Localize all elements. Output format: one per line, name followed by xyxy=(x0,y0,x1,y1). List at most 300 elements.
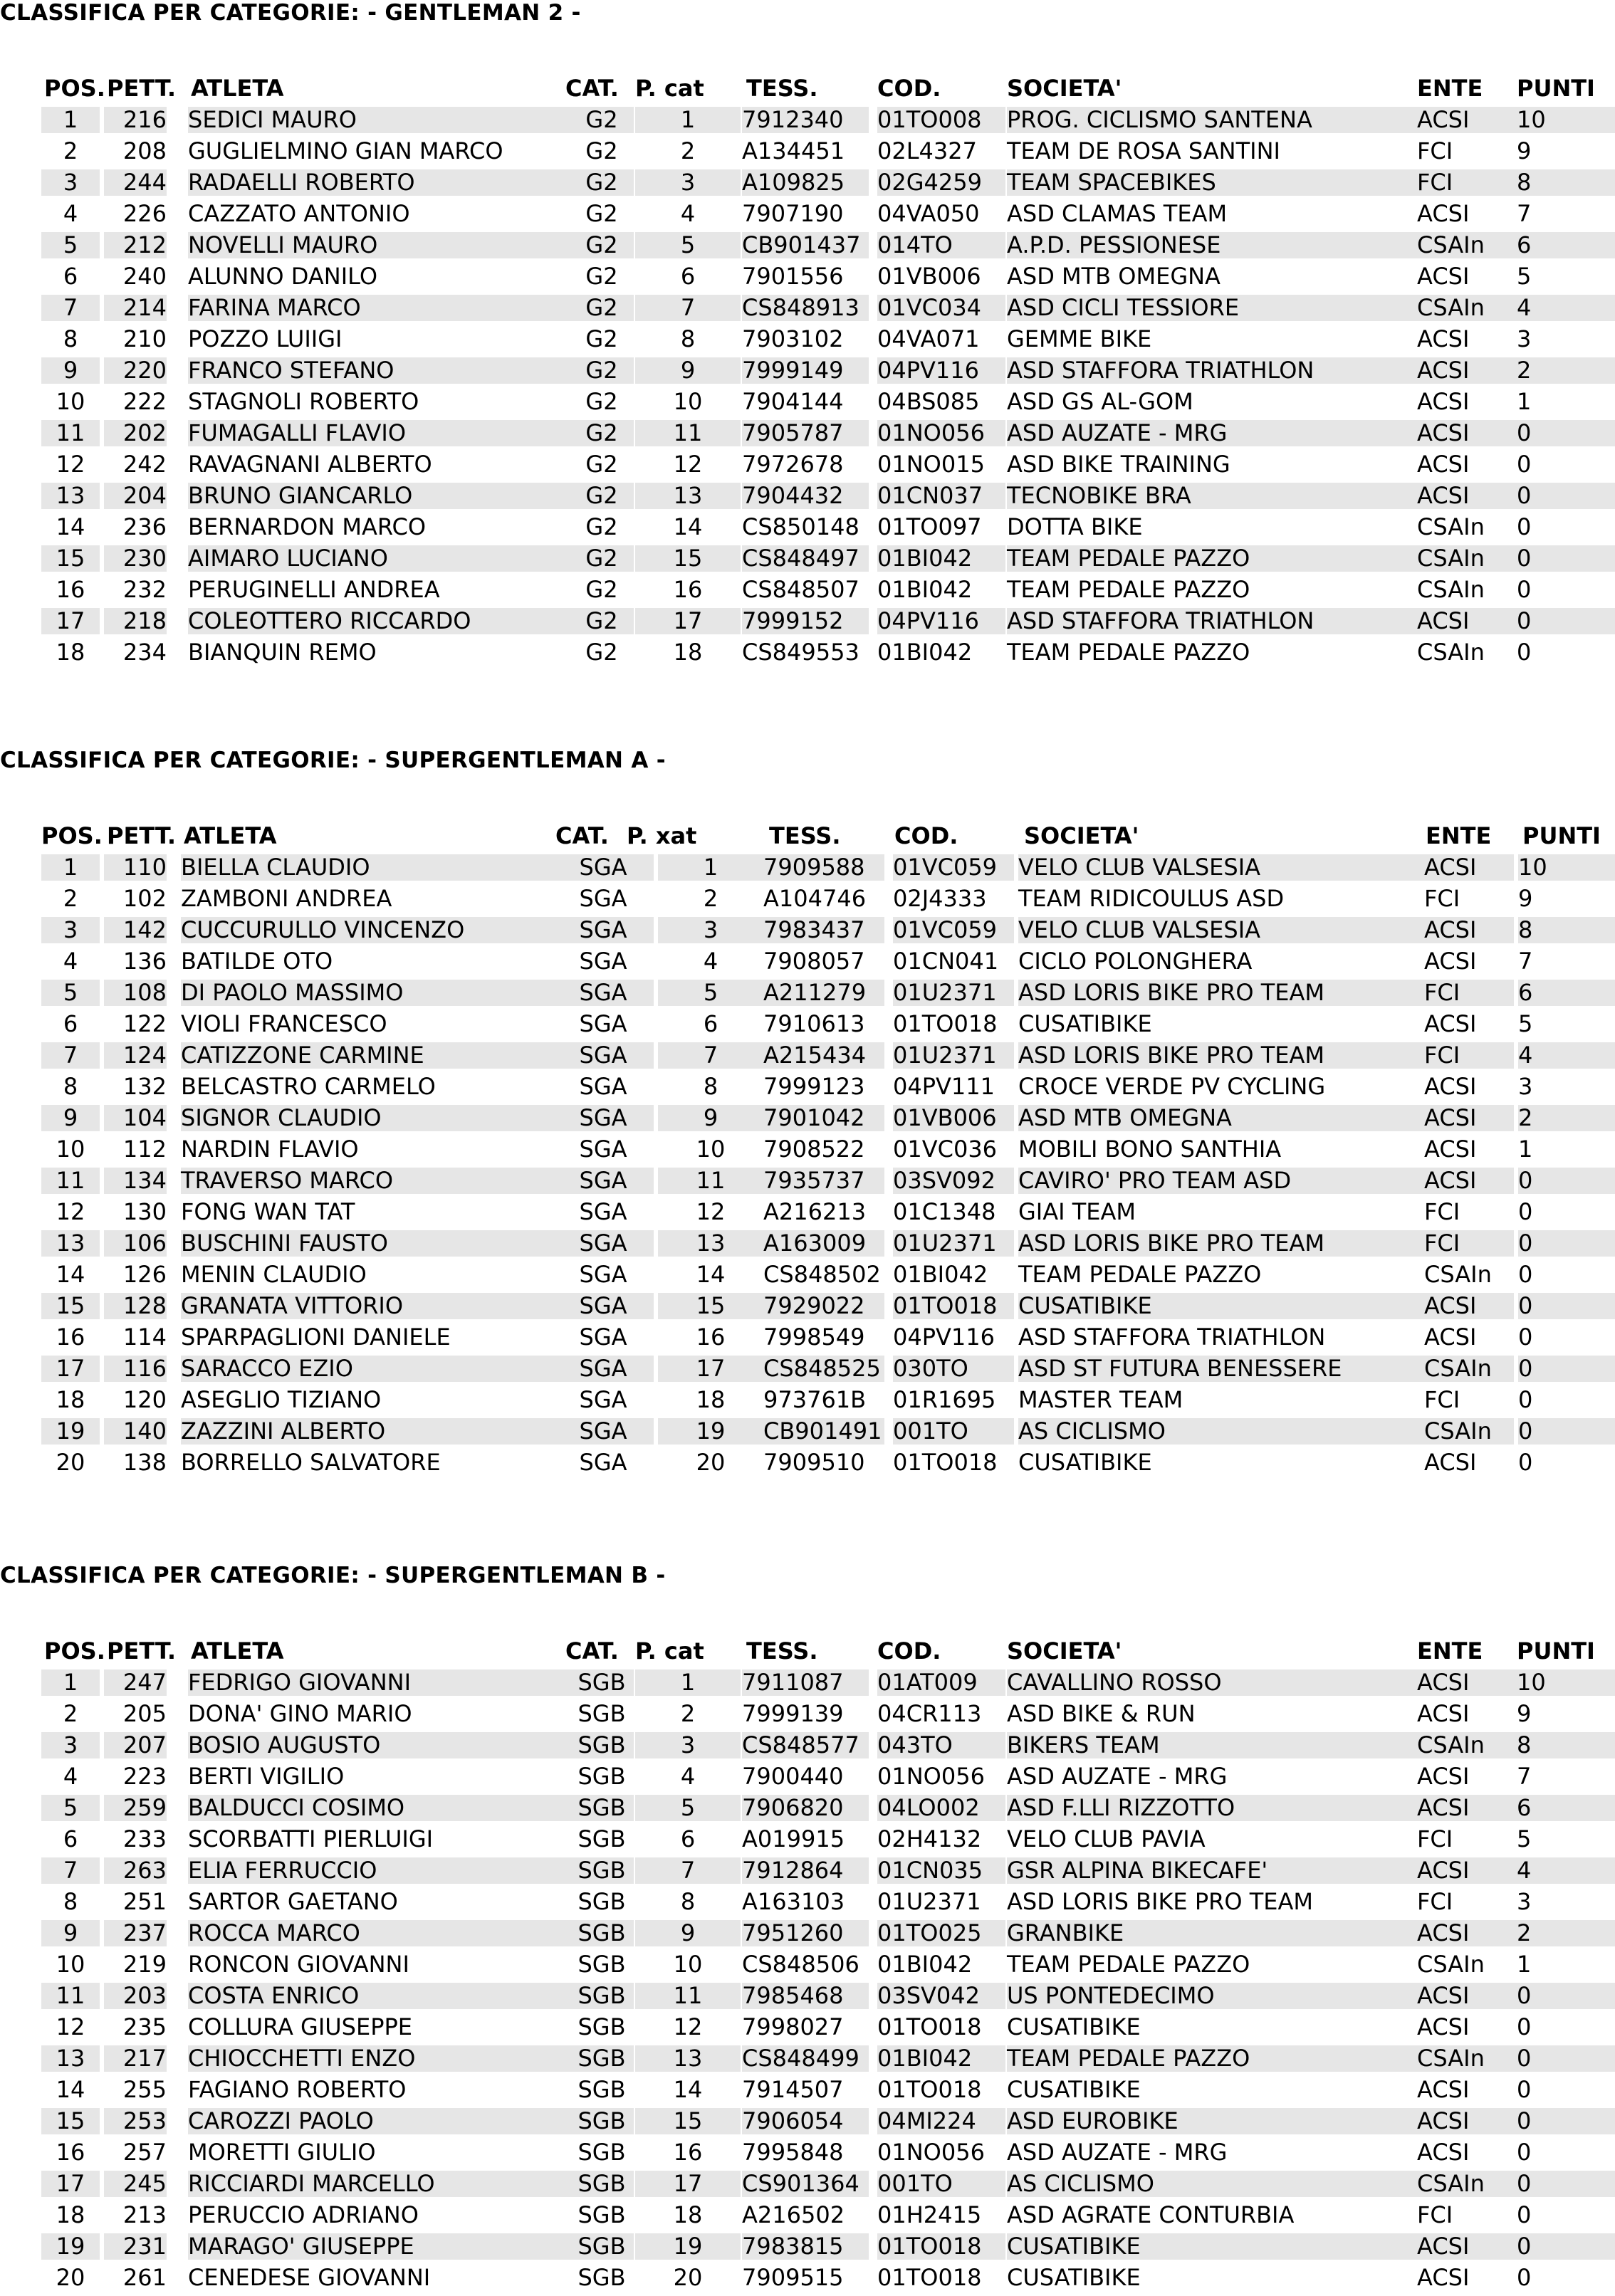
cell-pos: 20 xyxy=(56,2264,85,2291)
cell-ente: ACSI xyxy=(1424,1323,1477,1351)
header-cat: CAT. xyxy=(565,1637,619,1665)
cell-societa: ASD LORIS BIKE PRO TEAM xyxy=(1018,1230,1446,1257)
header-pcat: P. xat xyxy=(627,822,697,849)
cell-pcat: 11 xyxy=(635,1983,741,2009)
cell-societa: CAVIRO' PRO TEAM ASD xyxy=(1018,1168,1446,1194)
cell-punti: 0 xyxy=(1517,2045,1615,2072)
cell-ente: ACSI xyxy=(1417,200,1470,227)
section-title: CLASSIFICA PER CATEGORIE: - SUPERGENTLEMAN B - xyxy=(0,1563,666,1588)
cell-cat: G2 xyxy=(570,545,634,572)
cell-cod: 04PV116 xyxy=(877,608,1005,634)
cell-pett: 242 xyxy=(122,451,167,478)
cell-ente: ACSI xyxy=(1417,357,1517,384)
table-row xyxy=(41,1262,1615,1293)
cell-atleta: BALDUCCI COSIMO xyxy=(188,1795,601,1821)
cell-ente: ACSI xyxy=(1417,2233,1517,2260)
cell-pett: 120 xyxy=(122,1386,167,1413)
cell-tess: 7929022 xyxy=(763,1293,884,1319)
cell-tess: A216213 xyxy=(763,1198,867,1225)
cell-pett: 220 xyxy=(104,357,167,384)
cell-cod: 04VA071 xyxy=(877,325,980,352)
cell-pcat: 18 xyxy=(673,2201,703,2228)
header-ente: ENTE xyxy=(1426,822,1492,849)
cell-societa: CUSATIBIKE xyxy=(1007,2013,1141,2040)
cell-societa: ASD AUZATE - MRG xyxy=(1007,1763,1228,1790)
cell-punti: 1 xyxy=(1517,1951,1532,1978)
cell-pcat: 10 xyxy=(673,1951,703,1978)
cell-cod: 04CR113 xyxy=(877,1700,982,1727)
cell-atleta: RADAELLI ROBERTO xyxy=(188,169,601,196)
cell-cod: 043TO xyxy=(877,1732,1005,1758)
cell-cod: 01VB006 xyxy=(877,263,981,290)
cell-ente: CSAIn xyxy=(1417,1951,1485,1978)
cell-cat: G2 xyxy=(570,483,634,509)
cell-cod: 04VA050 xyxy=(877,200,980,227)
cell-atleta: FAGIANO ROBERTO xyxy=(188,2076,407,2103)
table-row xyxy=(41,1418,1615,1450)
cell-societa: VELO CLUB VALSESIA xyxy=(1018,917,1446,943)
table-row xyxy=(41,577,1615,608)
table-row xyxy=(41,2108,1615,2139)
table-row xyxy=(41,1387,1615,1418)
cell-cat: SGB xyxy=(570,2171,634,2197)
cell-atleta: COSTA ENRICO xyxy=(188,1983,601,2009)
cell-punti: 2 xyxy=(1517,357,1615,384)
cell-pett: 232 xyxy=(122,576,167,603)
cell-societa: CUSATIBIKE xyxy=(1007,2264,1141,2291)
cell-cat: SGB xyxy=(577,2264,626,2291)
cell-pcat: 16 xyxy=(696,1323,726,1351)
header-cod: COD. xyxy=(894,822,958,849)
cell-ente: ACSI xyxy=(1417,325,1470,352)
cell-atleta: SCORBATTI PIERLUIGI xyxy=(188,1825,434,1852)
cell-tess: 7908522 xyxy=(763,1136,865,1163)
cell-pcat: 7 xyxy=(635,1857,741,1884)
cell-pett: 108 xyxy=(104,980,167,1006)
cell-pcat: 4 xyxy=(680,200,696,227)
cell-ente: ACSI xyxy=(1424,1136,1477,1163)
cell-societa: GEMME BIKE xyxy=(1007,325,1152,352)
cell-pos: 8 xyxy=(63,325,78,352)
cell-cat: SGA xyxy=(579,885,627,912)
cell-atleta: SIGNOR CLAUDIO xyxy=(181,1105,573,1131)
cell-punti: 0 xyxy=(1517,1983,1615,2009)
table-row xyxy=(41,948,1615,980)
cell-atleta: BATILDE OTO xyxy=(181,948,333,975)
cell-tess: CS848506 xyxy=(742,1951,859,1978)
cell-pett: 230 xyxy=(104,545,167,572)
cell-tess: 7999149 xyxy=(742,357,869,384)
section-title: CLASSIFICA PER CATEGORIE: - SUPERGENTLEMAN A - xyxy=(0,748,666,773)
cell-societa: ASD STAFFORA TRIATHLON xyxy=(1018,1323,1326,1351)
cell-pos: 15 xyxy=(41,2108,100,2134)
header-pos: POS. xyxy=(41,822,103,849)
cell-cod: 04BS085 xyxy=(877,388,980,415)
cell-atleta: BERNARDON MARCO xyxy=(188,513,427,540)
cell-pos: 16 xyxy=(56,2139,85,2166)
cell-societa: ASD AUZATE - MRG xyxy=(1007,420,1448,446)
cell-pett: 216 xyxy=(104,107,167,133)
cell-punti: 9 xyxy=(1517,1700,1532,1727)
cell-cod: 02L4327 xyxy=(877,137,977,164)
cell-pett: 114 xyxy=(122,1323,167,1351)
cell-tess: 7995848 xyxy=(742,2139,844,2166)
table-row xyxy=(41,389,1615,420)
cell-cat: SGB xyxy=(570,1669,634,1696)
cell-pett: 244 xyxy=(104,169,167,196)
cell-punti: 0 xyxy=(1517,2171,1615,2197)
cell-cod: 01NO056 xyxy=(877,420,1005,446)
cell-pett: 138 xyxy=(122,1449,167,1476)
cell-cod: 01TO097 xyxy=(877,513,982,540)
cell-punti: 0 xyxy=(1518,1449,1533,1476)
cell-punti: 0 xyxy=(1517,2264,1532,2291)
cell-punti: 8 xyxy=(1518,917,1615,943)
cell-tess: 7911087 xyxy=(742,1669,869,1696)
cell-societa: DOTTA BIKE xyxy=(1007,513,1143,540)
cell-tess: CS901364 xyxy=(742,2171,869,2197)
cell-atleta: VIOLI FRANCESCO xyxy=(181,1010,387,1037)
table-row xyxy=(41,295,1615,326)
cell-atleta: FUMAGALLI FLAVIO xyxy=(188,420,601,446)
cell-ente: ACSI xyxy=(1424,948,1477,975)
cell-tess: 973761B xyxy=(763,1386,867,1413)
cell-pcat: 18 xyxy=(673,639,703,666)
table-row xyxy=(41,1168,1615,1199)
cell-societa: A.P.D. PESSIONESE xyxy=(1007,232,1448,258)
cell-pcat: 16 xyxy=(673,2139,703,2166)
cell-cod: 01TO018 xyxy=(893,1010,998,1037)
cell-ente: ACSI xyxy=(1417,2139,1470,2166)
cell-ente: ACSI xyxy=(1424,854,1514,881)
cell-pos: 5 xyxy=(41,980,100,1006)
cell-pcat: 2 xyxy=(703,885,718,912)
cell-cat: G2 xyxy=(585,200,618,227)
header-cat: CAT. xyxy=(555,822,609,849)
table-row xyxy=(41,201,1615,232)
cell-pos: 10 xyxy=(56,1136,85,1163)
cell-atleta: SARACCO EZIO xyxy=(181,1356,573,1382)
cell-pett: 110 xyxy=(104,854,167,881)
cell-pcat: 2 xyxy=(680,137,696,164)
cell-ente: ACSI xyxy=(1417,263,1470,290)
header-punti: PUNTI xyxy=(1517,1637,1595,1665)
cell-ente: ACSI xyxy=(1417,2076,1470,2103)
cell-ente: ACSI xyxy=(1417,1920,1517,1946)
cell-atleta: FARINA MARCO xyxy=(188,295,601,321)
cell-ente: FCI xyxy=(1417,2201,1453,2228)
cell-cat: SGB xyxy=(570,1920,634,1946)
cell-atleta: FEDRIGO GIOVANNI xyxy=(188,1669,601,1696)
cell-societa: ASD CICLI TESSIORE xyxy=(1007,295,1448,321)
cell-pos: 3 xyxy=(41,917,100,943)
cell-pos: 12 xyxy=(56,2013,85,2040)
cell-pos: 8 xyxy=(63,1073,78,1100)
cell-cat: G2 xyxy=(585,263,618,290)
cell-cat: G2 xyxy=(570,107,634,133)
cell-ente: CSAIn xyxy=(1417,576,1485,603)
cell-tess: 7908057 xyxy=(763,948,865,975)
cell-pcat: 13 xyxy=(635,2045,741,2072)
cell-tess: CS848913 xyxy=(742,295,869,321)
cell-ente: ACSI xyxy=(1424,1105,1514,1131)
cell-pos: 15 xyxy=(41,545,100,572)
cell-societa: ASD AUZATE - MRG xyxy=(1007,2139,1228,2166)
cell-pett: 235 xyxy=(122,2013,167,2040)
table-row xyxy=(41,2171,1615,2202)
cell-atleta: ZAMBONI ANDREA xyxy=(181,885,392,912)
cell-societa: ASD ST FUTURA BENESSERE xyxy=(1018,1356,1446,1382)
cell-tess: 7901556 xyxy=(742,263,844,290)
cell-societa: AS CICLISMO xyxy=(1007,2171,1448,2197)
cell-cat: SGA xyxy=(579,1073,627,1100)
cell-pos: 3 xyxy=(41,1732,100,1758)
cell-atleta: BOSIO AUGUSTO xyxy=(188,1732,601,1758)
cell-pos: 4 xyxy=(63,200,78,227)
cell-pett: 134 xyxy=(104,1168,167,1194)
cell-punti: 0 xyxy=(1517,639,1532,666)
cell-cod: 001TO xyxy=(893,1418,1014,1445)
cell-punti: 10 xyxy=(1517,107,1615,133)
cell-punti: 0 xyxy=(1518,1356,1615,1382)
cell-cod: 02H4132 xyxy=(877,1825,982,1852)
table-row xyxy=(41,1042,1615,1074)
header-atleta: ATLETA xyxy=(191,1637,284,1665)
cell-ente: ACSI xyxy=(1417,608,1517,634)
cell-pett: 214 xyxy=(104,295,167,321)
cell-pos: 5 xyxy=(41,232,100,258)
cell-atleta: ROCCA MARCO xyxy=(188,1920,601,1946)
cell-cod: 01VB006 xyxy=(893,1105,1014,1131)
cell-cat: SGA xyxy=(579,1323,627,1351)
cell-cat: G2 xyxy=(570,295,634,321)
cell-cat: SGA xyxy=(579,1261,627,1288)
header-punti: PUNTI xyxy=(1517,75,1595,102)
cell-tess: CS848502 xyxy=(763,1261,881,1288)
cell-tess: 7901042 xyxy=(763,1105,884,1131)
cell-cat: G2 xyxy=(570,232,634,258)
cell-pcat: 20 xyxy=(696,1449,726,1476)
header-pcat: P. cat xyxy=(635,1637,704,1665)
cell-cod: 01C1348 xyxy=(893,1198,996,1225)
cell-pett: 222 xyxy=(122,388,167,415)
cell-ente: ACSI xyxy=(1417,1857,1517,1884)
table-row xyxy=(41,1450,1615,1481)
cell-tess: CS848525 xyxy=(763,1356,884,1382)
cell-pett: 261 xyxy=(122,2264,167,2291)
cell-atleta: BIANQUIN REMO xyxy=(188,639,377,666)
cell-societa: TEAM PEDALE PAZZO xyxy=(1007,2045,1448,2072)
cell-punti: 7 xyxy=(1517,1763,1532,1790)
cell-tess: 7909588 xyxy=(763,854,884,881)
cell-pos: 6 xyxy=(63,1825,78,1852)
table-row xyxy=(41,2202,1615,2233)
cell-pcat: 3 xyxy=(635,1732,741,1758)
cell-pcat: 6 xyxy=(680,1825,696,1852)
cell-cat: G2 xyxy=(585,451,618,478)
table-row xyxy=(41,545,1615,577)
header-cod: COD. xyxy=(877,1637,941,1665)
cell-societa: MASTER TEAM xyxy=(1018,1386,1183,1413)
cell-punti: 0 xyxy=(1517,2108,1615,2134)
cell-cat: SGB xyxy=(577,1700,626,1727)
cell-pos: 18 xyxy=(56,2201,85,2228)
cell-pett: 130 xyxy=(122,1198,167,1225)
cell-societa: CUSATIBIKE xyxy=(1018,1010,1152,1037)
cell-pcat: 1 xyxy=(635,107,741,133)
cell-cod: 01CN041 xyxy=(893,948,999,975)
cell-pcat: 5 xyxy=(658,980,763,1006)
results-table xyxy=(41,823,1615,1481)
cell-cat: SGA xyxy=(553,1168,654,1194)
cell-pett: 257 xyxy=(122,2139,167,2166)
table-row xyxy=(41,1669,1615,1701)
cell-atleta: STAGNOLI ROBERTO xyxy=(188,388,419,415)
cell-pett: 263 xyxy=(104,1857,167,1884)
header-societa: SOCIETA' xyxy=(1007,75,1122,102)
cell-cat: SGB xyxy=(570,1983,634,2009)
cell-cod: 01BI042 xyxy=(893,1261,988,1288)
cell-pett: 259 xyxy=(104,1795,167,1821)
table-row xyxy=(41,514,1615,545)
cell-pett: 122 xyxy=(122,1010,167,1037)
cell-pett: 251 xyxy=(122,1888,167,1915)
cell-cod: 01AT009 xyxy=(877,1669,1005,1696)
cell-pos: 17 xyxy=(41,1356,100,1382)
table-row xyxy=(41,1136,1615,1168)
header-ente: ENTE xyxy=(1417,75,1483,102)
cell-atleta: CENEDESE GIOVANNI xyxy=(188,2264,431,2291)
cell-tess: 7905787 xyxy=(742,420,869,446)
cell-punti: 3 xyxy=(1518,1073,1533,1100)
cell-cat: SGB xyxy=(577,2139,626,2166)
cell-punti: 9 xyxy=(1518,885,1533,912)
cell-societa: TEAM RIDICOULUS ASD xyxy=(1018,885,1285,912)
cell-cod: 03SV042 xyxy=(877,1983,1005,2009)
cell-cat: G2 xyxy=(585,639,618,666)
table-row xyxy=(41,1701,1615,1732)
cell-societa: CUSATIBIKE xyxy=(1018,1449,1152,1476)
cell-societa: TEAM SPACEBIKES xyxy=(1007,169,1448,196)
cell-pett: 104 xyxy=(104,1105,167,1131)
cell-pett: 223 xyxy=(122,1763,167,1790)
cell-atleta: RONCON GIOVANNI xyxy=(188,1951,409,1978)
cell-pos: 4 xyxy=(63,948,78,975)
cell-tess: CS848577 xyxy=(742,1732,869,1758)
table-row xyxy=(41,2265,1615,2296)
header-tess: TESS. xyxy=(746,1637,818,1665)
cell-societa: TEAM PEDALE PAZZO xyxy=(1007,639,1250,666)
cell-cod: 01BI042 xyxy=(877,2045,1005,2072)
cell-tess: A211279 xyxy=(763,980,884,1006)
cell-punti: 6 xyxy=(1518,980,1615,1006)
cell-pos: 6 xyxy=(63,1010,78,1037)
cell-cat: SGA xyxy=(553,1418,654,1445)
table-row xyxy=(41,1951,1615,1983)
cell-cat: SGA xyxy=(553,1042,654,1069)
cell-pos: 1 xyxy=(41,107,100,133)
cell-societa: CAVALLINO ROSSO xyxy=(1007,1669,1448,1696)
cell-pos: 11 xyxy=(41,1983,100,2009)
cell-punti: 3 xyxy=(1517,325,1532,352)
cell-pos: 15 xyxy=(41,1293,100,1319)
cell-atleta: RAVAGNANI ALBERTO xyxy=(188,451,432,478)
table-row xyxy=(41,2139,1615,2171)
cell-cod: 01TO018 xyxy=(877,2013,982,2040)
cell-cod: 02J4333 xyxy=(893,885,987,912)
table-row xyxy=(41,1011,1615,1042)
cell-atleta: RICCIARDI MARCELLO xyxy=(188,2171,601,2197)
cell-punti: 0 xyxy=(1518,1323,1533,1351)
cell-societa: US PONTEDECIMO xyxy=(1007,1983,1448,2009)
cell-pett: 213 xyxy=(122,2201,167,2228)
cell-punti: 7 xyxy=(1518,948,1533,975)
cell-atleta: GRANATA VITTORIO xyxy=(181,1293,573,1319)
cell-atleta: FONG WAN TAT xyxy=(181,1198,355,1225)
table-row xyxy=(41,2233,1615,2265)
cell-societa: ASD AGRATE CONTURBIA xyxy=(1007,2201,1295,2228)
table-row xyxy=(41,107,1615,138)
cell-pett: 128 xyxy=(104,1293,167,1319)
cell-societa: ASD F.LLI RIZZOTTO xyxy=(1007,1795,1448,1821)
cell-cat: SGB xyxy=(570,2233,634,2260)
cell-pcat: 16 xyxy=(673,576,703,603)
cell-cat: SGB xyxy=(570,1795,634,1821)
table-header-row xyxy=(41,823,1615,854)
header-cod: COD. xyxy=(877,75,941,102)
cell-cod: 04PV116 xyxy=(877,357,1005,384)
header-cat: CAT. xyxy=(565,75,619,102)
cell-pcat: 3 xyxy=(658,917,763,943)
cell-punti: 0 xyxy=(1517,576,1532,603)
cell-cat: SGA xyxy=(553,1293,654,1319)
cell-cod: 014TO xyxy=(877,232,1005,258)
cell-atleta: COLLURA GIUSEPPE xyxy=(188,2013,413,2040)
cell-tess: 7909515 xyxy=(742,2264,844,2291)
cell-pos: 19 xyxy=(41,2233,100,2260)
table-row xyxy=(41,483,1615,514)
cell-pcat: 11 xyxy=(635,420,741,446)
cell-punti: 0 xyxy=(1517,513,1532,540)
cell-pett: 142 xyxy=(104,917,167,943)
cell-ente: FCI xyxy=(1424,1198,1460,1225)
cell-pcat: 12 xyxy=(696,1198,726,1225)
cell-ente: ACSI xyxy=(1417,1700,1470,1727)
cell-pett: 247 xyxy=(104,1669,167,1696)
cell-pcat: 4 xyxy=(680,1763,696,1790)
cell-ente: FCI xyxy=(1417,1825,1453,1852)
cell-tess: 7999123 xyxy=(763,1073,865,1100)
header-atleta: ATLETA xyxy=(184,822,277,849)
cell-tess: 7912340 xyxy=(742,107,869,133)
cell-pcat: 8 xyxy=(680,325,696,352)
results-table xyxy=(41,75,1615,671)
cell-societa: CUSATIBIKE xyxy=(1007,2233,1448,2260)
cell-pos: 7 xyxy=(41,1857,100,1884)
cell-atleta: POZZO LUIIGI xyxy=(188,325,343,352)
cell-pos: 11 xyxy=(41,1168,100,1194)
table-row xyxy=(41,1889,1615,1920)
cell-ente: ACSI xyxy=(1417,107,1517,133)
cell-ente: ACSI xyxy=(1417,1669,1517,1696)
cell-tess: 7914507 xyxy=(742,2076,844,2103)
cell-pcat: 14 xyxy=(696,1261,726,1288)
section-title: CLASSIFICA PER CATEGORIE: - GENTLEMAN 2 - xyxy=(0,0,581,26)
table-row xyxy=(41,608,1615,639)
cell-cat: SGB xyxy=(577,1763,626,1790)
header-pos: POS. xyxy=(44,75,105,102)
cell-tess: 7972678 xyxy=(742,451,844,478)
